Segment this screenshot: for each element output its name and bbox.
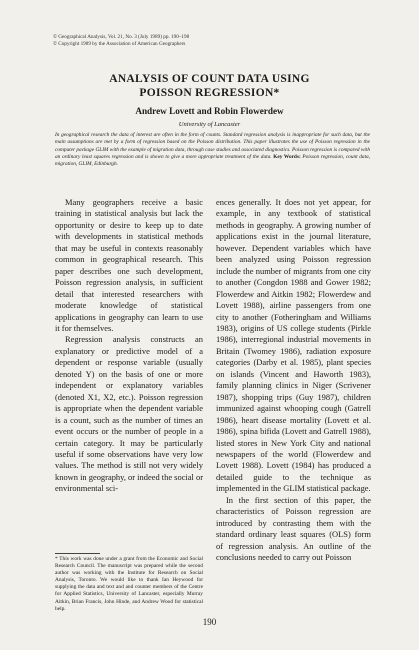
page-number: 190: [202, 617, 217, 627]
title-line-1: ANALYSIS OF COUNT DATA USING: [109, 73, 310, 85]
body-paragraph: Regression analysis constructs an explanatory or predictive model of a dependent or response variable (usually denoted Y) on the basis of one or more independent or explanatory variables (denoted X1, X2, etc.). Poisson regression is appropriate when the dependent variable is a count, such as the number of times an event occurs or the number of people in a certain category. It may be particularly useful if some observations have very low values. The method is still not very widely known in geography, or indeed the social or environmental sci-: [55, 334, 204, 494]
abstract-text: In geographical research the data of interest are often in the form of counts. Standard regression analysis is inappropriate for such data, but the main assumptions are met by a form of regression based on the Poisson distribution. This paper illustrates the use of Poisson regression in the computer package GLIM with the example of migration data, through case studies and associated diagnostics. Poisson regression is compared with an ordinary least squares regression and is shown to give a more appropriate treatment of the data.: [55, 132, 370, 160]
right-column: [216, 197, 371, 564]
journal-header: [53, 34, 189, 47]
keywords-label: Key Words:: [273, 153, 301, 160]
body-paragraph: ences generally. It does not yet appear, for example, in any textbook of statistical methods in geography. A growing number of applications exist in the journal literature, however. Dependent variables which have been analyzed using Poisson regression include the number of migrants from one city to another (Congdon 1988 and Gower 1982; Flowerdew and Aitkin 1982; Flowerdew and Lovett 1988), airline passengers from one city to another (Fotheringham and Williams 1983), origins of US college students (Pirkle 1986), interregional industrial movements in Britain (Twomey 1986), radiation exposure categories (Darby et al. 1985), plant species on islands (Vincent and Haworth 1983), family planning clinics in Niger (Scrivener 1987), shopping trips (Guy 1987), children immunized against whooping cough (Gatrell 1986), heart disease mortality (Lovett et al. 1986), spina bifida (Lovett and Gatrell 1988), listed stores in New York City and national newspapers of the world (Flowerdew and Lovett 1988). Lovett (1984) has produced a detailed guide to the technique as implemented in the GLIM statistical package.: [216, 197, 371, 494]
body-paragraph: Many geographers receive a basic training in statistical analysis but lack the opportunity or desire to keep up to date with developments in statistical methods that may be useful in contexts reasonably common in geographical research. This paper describes one such development, Poisson regression analysis, in sufficient detail that interested researchers with moderate knowledge of statistical applications in geography can learn to use it for themselves.: [55, 197, 203, 333]
abstract: [55, 132, 370, 168]
paper-title: [0, 72, 419, 100]
copyright-line: © Copyright 1989 by the Association of American Geographers: [53, 40, 186, 47]
left-column: [55, 197, 203, 495]
journal-citation: © Geographical Analysis, Vol. 21, No. 3 (July 1989) pp. 190–198: [53, 34, 190, 40]
title-line-2: POISSON REGRESSION*: [139, 87, 280, 99]
footnote: * This work was done under a grant from the Economic and Social Research Council. The manuscript was prepared while the second author was working with the Institute for Research on Social Analysis, Toronto. We would like to thank Ian Heywood for supplying the data and text and and counter members of the Centre for Applied Statistics, University of Lancaster, especially Murray Aitkin, Brian Francis, John Hinde, and Andrew Wood for statistical help.: [55, 556, 203, 612]
body-paragraph: In the first section of this paper, the characteristics of Poisson regression are introduced by contrasting them with the standard ordinary least squares (OLS) form of regression analysis. An outline of the conclusions needed to carry out Poisson: [216, 494, 371, 563]
affiliation: University of Lancaster: [178, 121, 241, 128]
footnote-rule: [55, 553, 100, 554]
authors: Andrew Lovett and Robin Flowerdew: [135, 106, 284, 116]
keywords: Poisson regression, count data, migration, GLIM, Edinburgh.: [55, 153, 371, 168]
